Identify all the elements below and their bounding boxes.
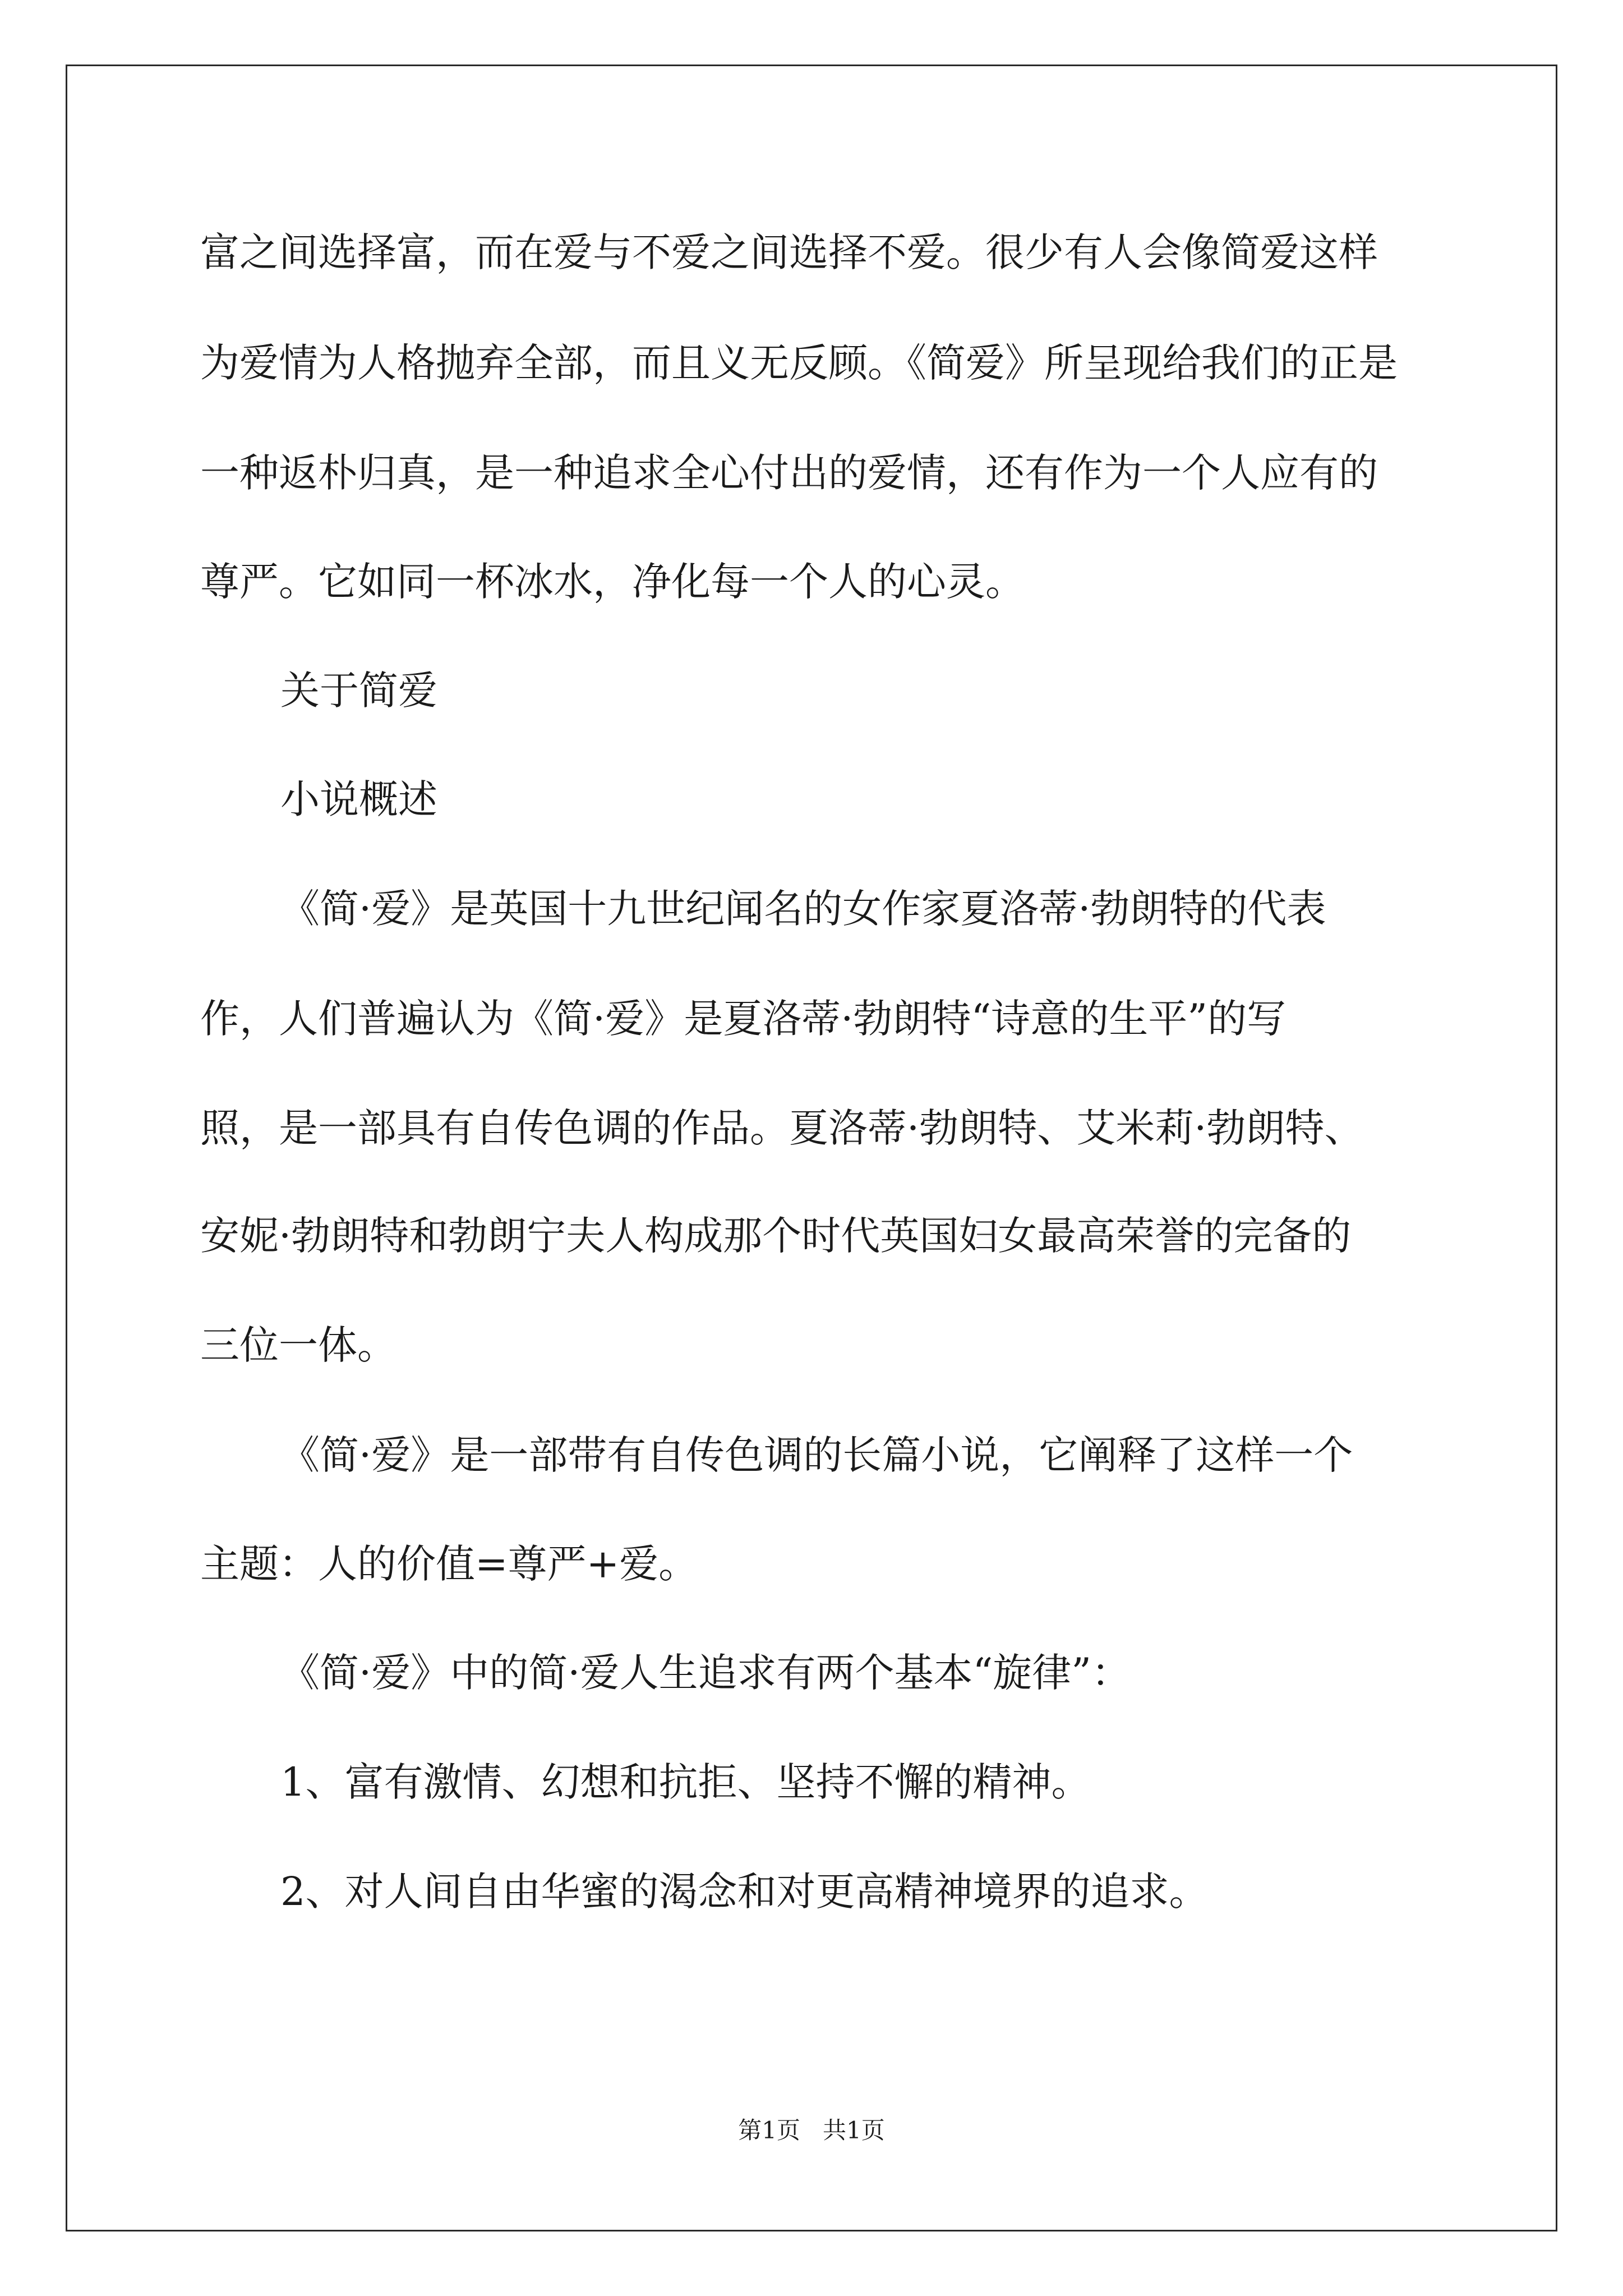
- text-line: 安妮·勃朗特和勃朗宁夫人构成那个时代英国妇女最高荣誉的完备的: [200, 1213, 1352, 1259]
- text-line: 《简·爱》是英国十九世纪闻名的女作家夏洛蒂·勃朗特的代表: [280, 886, 1326, 932]
- section-heading: 小说概述: [280, 776, 437, 822]
- text-line: 主题：人的价值=尊严+爱。: [200, 1541, 698, 1587]
- section-heading: 关于简爱: [280, 668, 437, 714]
- text-line: 照，是一部具有自传色调的作品。夏洛蒂·勃朗特、艾米莉·勃朗特、: [200, 1105, 1364, 1151]
- text-line: 尊严。它如同一杯冰水，净化每一个人的心灵。: [200, 559, 1025, 605]
- text-line: 为爱情为人格抛弃全部，而且义无反顾。《简爱》所呈现给我们的正是: [200, 340, 1398, 386]
- text-line: 三位一体。: [200, 1322, 396, 1368]
- page-footer: 第1页 共1页: [738, 2116, 885, 2144]
- text-line: 《简·爱》中的简·爱人生追求有两个基本“旋律”：: [280, 1650, 1131, 1696]
- list-item: 1、富有激情、幻想和抗拒、坚持不懈的精神。: [280, 1759, 1091, 1805]
- list-item: 2、对人间自由华蜜的渴念和对更高精神境界的追求。: [280, 1869, 1209, 1915]
- text-line: 《简·爱》是一部带有自传色调的长篇小说，它阐释了这样一个: [280, 1432, 1353, 1478]
- text-line: 一种返朴归真，是一种追求全心付出的爱情，还有作为一个人应有的: [200, 450, 1378, 496]
- text-line: 富之间选择富，而在爱与不爱之间选择不爱。很少有人会像简爱这样: [200, 229, 1378, 275]
- text-line: 作，人们普遍认为《简·爱》是夏洛蒂·勃朗特“诗意的生平”的写: [200, 996, 1287, 1042]
